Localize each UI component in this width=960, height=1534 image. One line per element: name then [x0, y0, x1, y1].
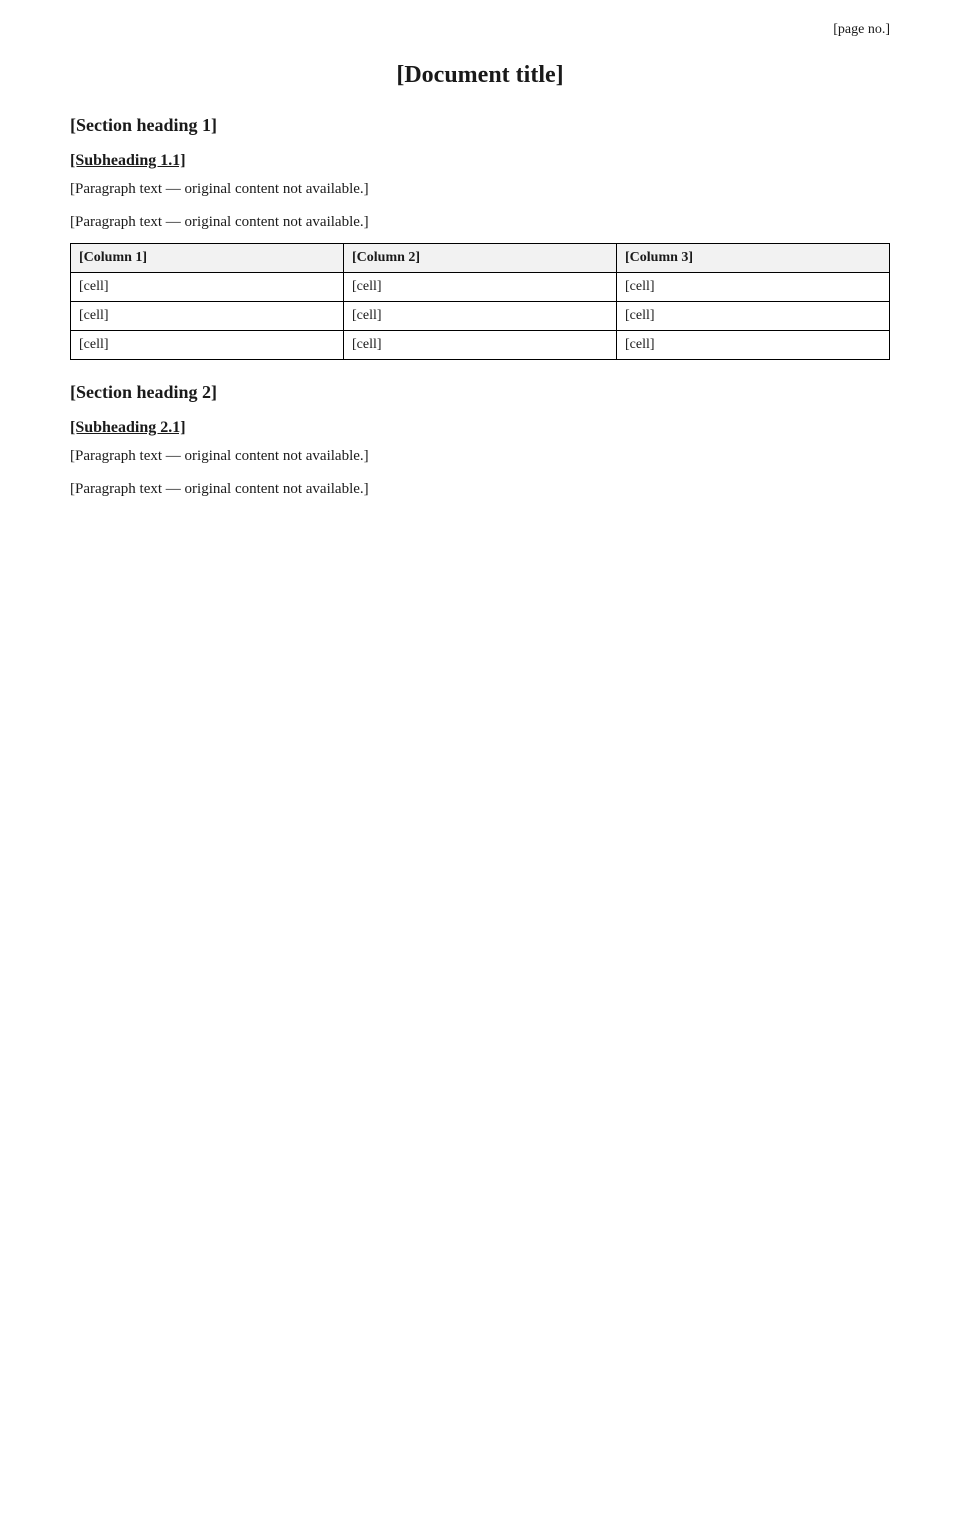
table-header-row — [71, 244, 890, 273]
table-cell: [cell] — [71, 273, 344, 302]
table-row — [71, 302, 890, 331]
table-cell: [cell] — [344, 273, 617, 302]
table-cell: [cell] — [344, 302, 617, 331]
section-heading: [Section heading 1] — [70, 115, 218, 135]
paragraph: [Paragraph text — original content not available.] — [70, 448, 369, 464]
table-header-cell: [Column 2] — [344, 244, 617, 273]
section-1 — [70, 115, 890, 233]
paragraph: [Paragraph text — original content not available.] — [70, 181, 369, 197]
table-cell: [cell] — [617, 273, 890, 302]
table-row — [71, 331, 890, 360]
table-header-cell: [Column 1] — [71, 244, 344, 273]
section-heading: [Section heading 2] — [70, 382, 218, 402]
document-title: [Document title] — [396, 62, 564, 88]
data-table — [70, 243, 890, 360]
paragraph: [Paragraph text — original content not available.] — [70, 213, 369, 230]
table-cell: [cell] — [344, 331, 617, 360]
section-subheading: [Subheading 1.1] — [70, 152, 186, 169]
section-2 — [70, 382, 890, 500]
table-row — [71, 273, 890, 302]
table-cell: [cell] — [71, 331, 344, 360]
table-cell: [cell] — [71, 302, 344, 331]
paragraph: [Paragraph text — original content not available.] — [70, 480, 369, 497]
table-cell: [cell] — [617, 302, 890, 331]
section-subheading: [Subheading 2.1] — [70, 419, 186, 436]
page-number: [page no.] — [833, 22, 890, 37]
table-header-cell: [Column 3] — [617, 244, 890, 273]
table-cell: [cell] — [617, 331, 890, 360]
